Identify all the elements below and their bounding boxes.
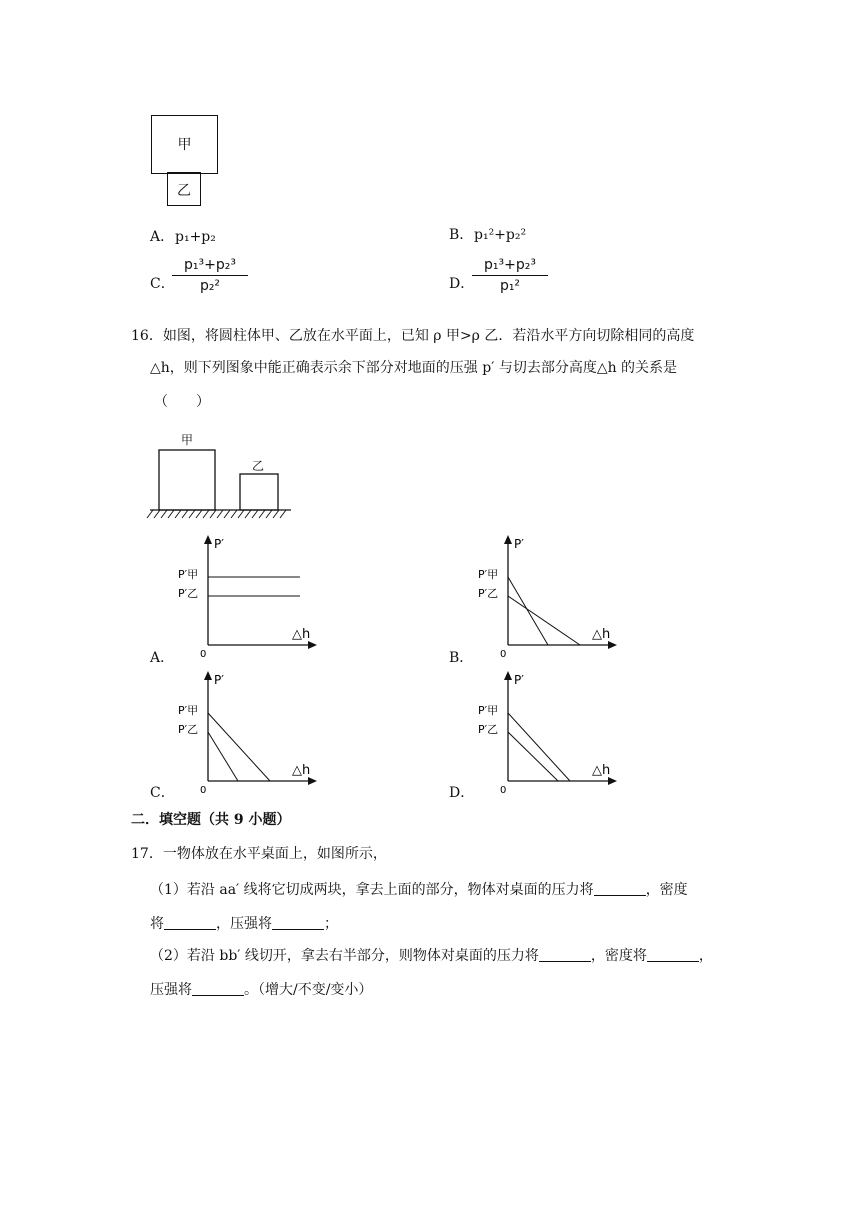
q16-option-d-letter[interactable]: D． bbox=[449, 785, 475, 801]
origin-label: 0 bbox=[200, 649, 207, 660]
ground-hatch-mark bbox=[189, 510, 195, 518]
q16-option-b-letter[interactable]: B． bbox=[449, 650, 474, 666]
x-axis-arrow bbox=[308, 641, 317, 649]
q17-blank-density-1[interactable] bbox=[164, 915, 216, 930]
ground-hatch-mark bbox=[259, 510, 265, 518]
q15-option-c-denominator: p₂² bbox=[199, 278, 221, 294]
q17-part1-line1 bbox=[150, 880, 688, 900]
ground-hatch-mark bbox=[168, 510, 174, 518]
q17-p1-a: （1）若沿 aa′ 线将它切成两块，拿去上面的部分，物体对桌面的压力将 bbox=[150, 882, 594, 898]
q17-p2-a: （2）若沿 bb′ 线切开，拿去右半部分，则物体对桌面的压力将 bbox=[150, 948, 539, 964]
q16-cylinder-jia bbox=[159, 450, 215, 510]
line-jia bbox=[508, 713, 570, 781]
y-axis-label: P′ bbox=[214, 673, 224, 687]
p-yi-label: P′乙 bbox=[478, 587, 499, 600]
q15-label-jia: 甲 bbox=[177, 137, 192, 153]
ground-hatch-mark bbox=[182, 510, 188, 518]
x-axis-arrow bbox=[608, 777, 617, 785]
p-yi-label: P′乙 bbox=[478, 723, 499, 736]
q15-option-c-fraction bbox=[172, 257, 248, 294]
q17-p2-c: ， bbox=[698, 948, 713, 964]
ground-hatch-mark bbox=[238, 510, 244, 518]
q17-p1-d: ，压强将 bbox=[216, 916, 272, 932]
origin-label: 0 bbox=[500, 649, 507, 660]
p-yi-label: P′乙 bbox=[178, 587, 199, 600]
q16-option-c-letter[interactable]: C． bbox=[150, 785, 175, 801]
x-axis-label: △h bbox=[292, 763, 311, 778]
ground-hatch-mark bbox=[210, 510, 216, 518]
p-jia-label: P′甲 bbox=[478, 704, 499, 717]
ground-hatch-mark bbox=[252, 510, 258, 518]
q15-option-b-letter[interactable]: B． bbox=[449, 227, 474, 243]
ground-hatch-mark bbox=[231, 510, 237, 518]
line-jia bbox=[508, 577, 548, 645]
q17-p1-c: 将 bbox=[150, 916, 164, 932]
q16-cyl-label-yi: 乙 bbox=[252, 459, 265, 473]
y-axis-arrow bbox=[204, 671, 212, 680]
y-axis-label: P′ bbox=[214, 537, 224, 551]
q17-blank-pressure-2[interactable] bbox=[192, 981, 244, 996]
ground-hatch-mark bbox=[217, 510, 223, 518]
q16-graph-b bbox=[470, 530, 625, 660]
ground-hatch-mark bbox=[154, 510, 160, 518]
q16-line1: 16．如图，将圆柱体甲、乙放在水平面上，已知 ρ 甲>ρ 乙．若沿水平方向切除相同的高度 bbox=[131, 328, 695, 344]
y-axis-label: P′ bbox=[514, 673, 524, 687]
q15-label-yi: 乙 bbox=[177, 183, 191, 199]
q17-p1-b: ，密度 bbox=[645, 882, 688, 898]
q16-graph-a bbox=[170, 530, 325, 660]
q17-p1-e: ； bbox=[324, 916, 338, 932]
p-yi-label: P′乙 bbox=[178, 723, 199, 736]
y-axis-label: P′ bbox=[514, 537, 524, 551]
p-jia-label: P′甲 bbox=[178, 704, 199, 717]
ground-hatch-mark bbox=[203, 510, 209, 518]
ground-hatch-mark bbox=[280, 510, 286, 518]
q16-line2: △h，则下列图象中能正确表示余下部分对地面的压强 p′ 与切去部分高度△h 的关系是 bbox=[150, 360, 678, 376]
x-axis-arrow bbox=[608, 641, 617, 649]
q16-option-a-letter[interactable]: A． bbox=[150, 650, 175, 666]
q15-option-d-denominator: p₁² bbox=[499, 278, 521, 294]
origin-label: 0 bbox=[200, 785, 207, 796]
x-axis-label: △h bbox=[292, 627, 311, 642]
q17-blank-force-1[interactable] bbox=[594, 881, 646, 896]
q17-part1-line2 bbox=[150, 914, 338, 934]
origin-label: 0 bbox=[500, 785, 507, 796]
q17-blank-force-2[interactable] bbox=[539, 947, 591, 962]
ground-hatch-mark bbox=[175, 510, 181, 518]
section-2-title: 二．填空题（共 9 小题） bbox=[131, 812, 291, 828]
ground-hatch-mark bbox=[161, 510, 167, 518]
q17-blank-pressure-1[interactable] bbox=[272, 915, 324, 930]
q16-cyl-label-jia: 甲 bbox=[181, 433, 194, 447]
ground-hatch-mark bbox=[196, 510, 202, 518]
q15-option-c-letter[interactable]: C． bbox=[150, 276, 175, 292]
ground-hatch-mark bbox=[147, 510, 153, 518]
x-axis-label: △h bbox=[592, 763, 611, 778]
q17-part2-line1 bbox=[150, 946, 713, 966]
q15-option-d-fraction bbox=[472, 257, 548, 294]
line-yi bbox=[508, 732, 558, 781]
p-jia-label: P′甲 bbox=[178, 568, 199, 581]
q17-part2-line2 bbox=[150, 980, 372, 1000]
q17-blank-density-2[interactable] bbox=[647, 947, 699, 962]
q15-option-a-text: p₁+p₂ bbox=[175, 229, 216, 245]
ground-hatch-mark bbox=[273, 510, 279, 518]
x-axis-label: △h bbox=[592, 627, 611, 642]
y-axis-arrow bbox=[504, 535, 512, 544]
ground-hatch-mark bbox=[224, 510, 230, 518]
y-axis-arrow bbox=[204, 535, 212, 544]
ground-hatch-mark bbox=[266, 510, 272, 518]
p-jia-label: P′甲 bbox=[478, 568, 499, 581]
q17-p2-d: 压强将 bbox=[150, 982, 192, 998]
q15-option-d-letter[interactable]: D． bbox=[449, 276, 475, 292]
y-axis-arrow bbox=[504, 671, 512, 680]
q15-box-yi bbox=[167, 172, 201, 206]
q15-option-d-numerator: p₁³+p₂³ bbox=[484, 257, 536, 273]
q15-option-a-letter[interactable]: A． bbox=[150, 229, 175, 245]
line-yi bbox=[208, 732, 238, 781]
q15-box-jia bbox=[151, 115, 218, 174]
q15-option-c-numerator: p₁³+p₂³ bbox=[184, 257, 236, 273]
q15-option-b-text: p₁²+p₂² bbox=[474, 227, 527, 243]
q17-p2-b: ，密度将 bbox=[590, 948, 647, 964]
q17-intro: 17．一物体放在水平桌面上，如图所示， bbox=[131, 846, 387, 862]
q16-line3: （ ） bbox=[154, 394, 210, 410]
q16-graph-d bbox=[470, 666, 625, 796]
ground-hatch-mark bbox=[245, 510, 251, 518]
q16-graph-c bbox=[170, 666, 325, 796]
x-axis-arrow bbox=[308, 777, 317, 785]
q16-cylinder-yi bbox=[240, 474, 278, 510]
q16-cylinders-figure bbox=[145, 428, 295, 520]
q17-p2-e: 。（增大/不变/变小） bbox=[244, 982, 373, 998]
